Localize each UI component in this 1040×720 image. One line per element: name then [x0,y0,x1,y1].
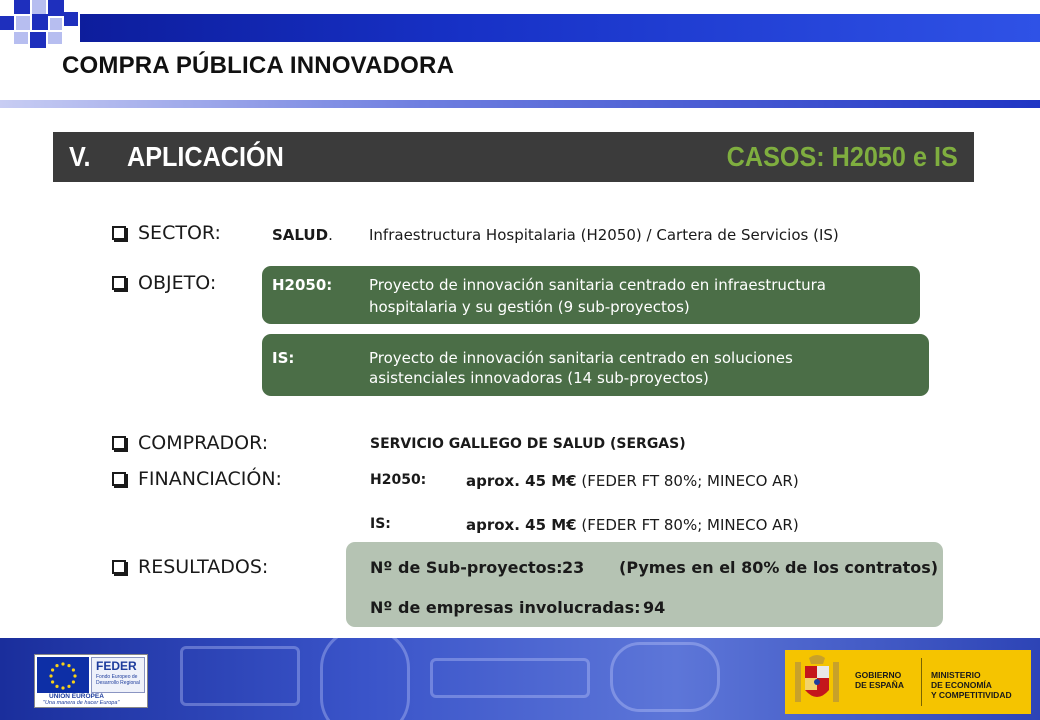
logo-square [14,32,28,44]
checkbox-bullet-icon [112,276,126,290]
objeto-is-key: IS: [272,349,295,367]
sector-label: SECTOR: [138,222,221,244]
financiacion-h2050-value: aprox. 45 M€ (FEDER FT 80%; MINECO AR) [466,472,799,490]
comprador-value: SERVICIO GALLEGO DE SALUD (SERGAS) [370,436,686,452]
eu-title: UNIÓN EUROPEA [49,693,104,700]
logo-square [14,0,30,14]
eu-feder-logo [34,654,148,708]
logo-square [0,16,14,30]
logo-square [64,12,78,26]
financiacion-label: FINANCIACIÓN: [138,468,282,490]
coat-of-arms-icon [791,652,843,710]
resultados-companies-label: Nº de empresas involucradas: [370,598,641,617]
logo-divider [921,658,922,706]
header-bar [80,14,1040,42]
feder-badge [91,657,145,693]
footer-pattern [430,658,590,698]
ministerio-text: MINISTERIO DE ECONOMÍA Y COMPETITIVIDAD [931,670,1012,700]
financiacion-h2050-key: H2050: [370,472,427,488]
resultados-companies-value: 94 [643,598,666,617]
logo-square [16,16,30,30]
section-heading [69,141,301,173]
objeto-is-line2: asistenciales innovadoras (14 sub-proyectos) [369,369,709,387]
logo-square [32,14,48,30]
logo-square [48,0,64,16]
footer-pattern [610,642,720,712]
eu-flag-icon [37,657,89,693]
page-title: COMPRA PÚBLICA INNOVADORA [62,52,455,79]
checkbox-bullet-icon [112,436,126,450]
footer-pattern [320,638,410,720]
feder-title: FEDER [96,659,137,673]
sector-key: SALUD. [272,226,333,244]
objeto-h2050-line2: hospitalaria y su gestión (9 sub-proyectos) [369,298,690,316]
resultados-subprojects-label: Nº de Sub-proyectos: [370,558,563,577]
objeto-h2050-key: H2050: [272,276,333,294]
logo-square [32,0,46,14]
logo-square [48,32,62,44]
resultados-subprojects-note: (Pymes en el 80% de los contratos) [619,558,939,577]
financiacion-is-key: IS: [370,516,391,532]
objeto-label: OBJETO: [138,272,217,294]
section-title: APLICACIÓN [127,141,284,172]
financiacion-is-value: aprox. 45 M€ (FEDER FT 80%; MINECO AR) [466,516,799,534]
logo-square [50,18,62,30]
footer-pattern [180,646,300,706]
section-number: V. [69,141,91,172]
gobierno-text: GOBIERNO DE ESPAÑA [855,670,904,690]
objeto-is-line1: Proyecto de innovación sanitaria centrado en soluciones [369,349,793,367]
header-divider [0,100,1040,108]
logo-square [30,32,46,48]
checkbox-bullet-icon [112,560,126,574]
feder-subtitle: Fondo Europeo de Desarrollo Regional [96,674,140,686]
objeto-h2050-line1: Proyecto de innovación sanitaria centrado en infraestructura [369,276,826,294]
section-banner [53,132,974,182]
section-cases: CASOS: H2050 e IS [726,141,958,172]
gobierno-logo [785,650,1031,714]
checkbox-bullet-icon [112,226,126,240]
resultados-subprojects-value: 23 [562,558,585,577]
sector-text: Infraestructura Hospitalaria (H2050) / Cartera de Servicios (IS) [369,226,839,244]
comprador-label: COMPRADOR: [138,432,269,454]
checkbox-bullet-icon [112,472,126,486]
resultados-label: RESULTADOS: [138,556,269,578]
eu-slogan: "Una manera de hacer Europa" [43,700,120,706]
